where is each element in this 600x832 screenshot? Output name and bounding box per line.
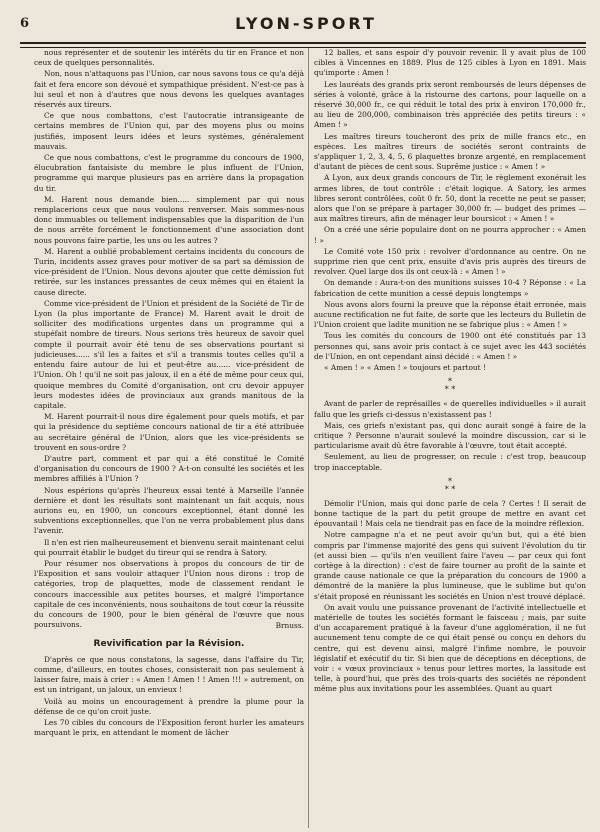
paragraph: Il n'en est rien malheureusement et bienvenu serait maintenant celui qui pourrait établir le budget du tireur qui se rendra à Satory. xyxy=(34,537,304,557)
article-signature: Brnuss. xyxy=(275,621,304,631)
section-separator-stars: * * * xyxy=(444,476,456,494)
paragraph: On a créé une série populaire dont on ne pourra approcher : « Amen ! » xyxy=(314,225,586,245)
paragraph: Ce que nous combattons, c'est le programme du concours de 1900, élucubration fantaisiste du membre le plus influent de l'Union, programme qui marque plusieurs pas en arrière dans la propagation du tir. xyxy=(34,153,304,193)
paragraph: Nous avons alors fourni la preuve que la réponse était erronée, mais aucune rectification ne fut faite, de sorte que les lecteurs du Bulletin de l'Union croient que ladite munition ne se fabrique plus : « Amen ! » xyxy=(314,299,586,330)
page-number: 6 xyxy=(20,16,30,31)
paragraph: Mais, ces griefs n'existant pas, qui donc aurait songé à faire de la critique ? Personne n'aurait soulevé la moindre discussion, car si le particularisme avait dû être favorable à l'œuvre, tout était accepté. xyxy=(314,420,586,451)
paragraph: Avant de parler de représailles « de querelles individuelles » il aurait fallu que les griefs ci-dessus n'existassent pas ! xyxy=(314,399,586,419)
right-column xyxy=(314,48,586,828)
section-separator-stars: * * * xyxy=(444,377,456,395)
paragraph: Pour résumer nos observations à propos du concours de tir de l'Exposition et sans vouloir attaquer l'Union nous dirons : trop de catégories, trop de plaquettes, mode de classement rendant le concours inaccessible aux petites bourses, et malgré l'importance capitale de ces inconvénients, nous souhaitons de tout cœur la réussite du concours de 1900, pour le bien général de l'œuvre que nous poursuivons. xyxy=(34,558,304,630)
paragraph: Les maîtres tireurs toucheront des prix de mille francs etc., en espèces. Les maîtres tireurs de sociétés seront contraints de s'appliquer 1, 2, 3, 4, 5, 6 plaquettes bronze argenté, en remplacement d'autant de pièces de cent sous. Suprême justice : « Amen ! » xyxy=(314,131,586,172)
paragraph: Démolir l'Union, mais qui donc parle de cela ? Certes ! Il serait de bonne tactique de la part du petit groupe de mettre en avant cet épouvantail ! Mais cela ne tiendrait pas en face de la moindre réflexion. xyxy=(314,498,586,529)
page-title: LYON-SPORT xyxy=(235,14,377,33)
paragraph: Voilà au moins un encouragement à prendre la plume pour la défense de ce qu'on croit juste. xyxy=(34,696,304,716)
paragraph: nous représenter et de soutenir les intérêts du tir en France et non ceux de quelques personnalités. xyxy=(34,48,304,68)
paragraph: Comme vice-président de l'Union et président de la Société de Tir de Lyon (la plus importante de France) M. Harent avait le droit de solliciter des modifications urgentes dans un programme qui a stupéfait nombre de tireurs. Nous serions très heureux de savoir quel compte il pourrait avoir été tenu de ses observations pourtant si judicieuses...... s'il les a faites et s'il a transmis toutes celles qu'il a entendu faire autour de lui et peut-être au...... vice-président de l'Union. Oh ! qu'il ne soit pas jaloux, il en a été de même pour ceux qui, quoique membres du Comité d'organisation, ont cru devoir appuyer leurs modestes idées de provinciaux aux grands manitous de la capitale. xyxy=(34,298,304,410)
paragraph: On demande : Aura-t-on des munitions suisses 10-4 ? Réponse : « La fabrication de cette munition a cessé depuis longtemps » xyxy=(314,278,586,298)
paragraph: Les lauréats des grands prix seront remboursés de leurs dépenses de séries à volonté, grâce à la ristourne des cartons, pour laquelle on a réservé 30,000 fr., ce qui réduit le total des prix à environ 170,000 fr., au lieu de 200,000, combinaison très appréciée des petits tireurs : « Amen ! » xyxy=(314,79,586,130)
paragraph: Tous les comités du concours de 1900 ont été constitués par 13 personnes qui, sans avoir pris contact à ce sujet avec les 443 sociétés de l'Union, en ont cependant ainsi décidé : « Amen ! » xyxy=(314,331,586,361)
paragraph: Seulement, au lieu de progresser, on recule : c'est trop, beaucoup trop inacceptable. xyxy=(314,452,586,472)
paragraph: Non, nous n'attaquons pas l'Union, car nous savons tous ce qu'a déjà fait et fera encore son dévoué et sympathique président. N'est-ce pas à lui seul et non à d'autres que nous devons les quelques avantages réservés aux tireurs. xyxy=(34,69,304,110)
paragraph: Nous espérions qu'après l'heureux essai tenté à Marseille l'année dernière et dont les résultats sont maintenant un fait acquis, nous aurions eu, en 1900, un concours exceptionnel, étant donné les subventions exceptionnelles, que l'on ne verra probablement plus dans l'avenir. xyxy=(34,485,304,536)
paragraph: Notre campagne n'a et ne peut avoir qu'un but, qui a été bien compris par l'immense majorité des gens qui suivent l'évolution du tir (et aussi bien — qu'ils n'en veuillent faire l'aveu — par ceux qui font cortège à la direction) : c'est de faire tourner au profit de la sainte et grande cause nationale ce que la préparation du concours de 1900 a démontré de la manière la plus lumineuse, que le sublime but qu'on s'était proposé en réunissant les sociétés en Union n'est trouvé déplacé. xyxy=(314,530,586,601)
paragraph: On avait voulu une puissance provenant de l'activité intellectuelle et matérielle de toutes les sociétés formant le faisceau ; mais, par suite d'un accaparement pratiqué à la faveur d'une agglomération, il ne fut aucunement tenu compte de ce qui était pensé ou conçu en dehors du centre, qui est devenu ainsi, malgré l'infime nombre, le pouvoir législatif et exécutif du tir. Si bien que de déceptions en déceptions, de voir : « vœux provinciaux » tenus pour lettres mortes, la lassitude est telle, à pourd'hui, que près des trois-quarts des sociétés ne répondent même plus aux invitations pour les assemblées. Quant au quart xyxy=(314,602,586,694)
left-column xyxy=(34,48,304,828)
paragraph: D'après ce que nous constatons, la sagesse, dans l'affaire du Tir, comme, d'ailleurs, en toutes choses, consisterait non pas seulement à laisser faire, mais à crier : « Amen ! Amen ! ! Amen !!! » autrement, on est un intrigant, un jaloux, un envieux ! xyxy=(34,654,304,695)
paragraph: « Amen ! » « Amen ! » toujours et partout ! xyxy=(324,363,486,373)
paragraph: Le Comité vote 150 prix : revolver d'ordonnance au centre. On ne supprime rien que cent prix, ensuite d'avis pris auprès des tireurs de revolver. Quel large dos ils ont ceux-là : « Amen ! » xyxy=(314,246,586,277)
paragraph: M. Harent pourrait-il nous dire également pour quels motifs, et par qui la présidence du septième concours national de tir a été attribuée au secrétaire général de l'Union, alors que les vice-présidents se trouvent en sous-ordre ? xyxy=(34,412,304,452)
paragraph: D'autre part, comment et par qui a été constitué le Comité d'organisation du concours de 1900 ? A-t-on consulté les sociétés et les membres affiliés à l'Union ? xyxy=(34,453,304,484)
section-heading: Revivification par la Révision. xyxy=(93,638,245,649)
page-header xyxy=(20,14,592,38)
paragraph: M. Harent a oublié probablement certains incidents du concours de Turin, incidents assez graves pour motiver de sa part sa démission de vice-président de l'Union. Nous devons ajouter que cette démission fut retirée, sur les instances pressantes de ceux mêmes qui en étaient la cause directe. xyxy=(34,246,304,297)
paragraph: M. Harent nous demande bien..... simplement par qui nous remplacerions ceux que nous voulons renverser. Mais sommes-nous donc immuables ou tellement indispensables que la disparition de l'un de nous arrête forcément le fonctionnement d'une association dont nous pouvons faire partie, les uns ou les autres ? xyxy=(34,194,304,245)
paragraph: Ce que nous combattons, c'est l'autocratie intransigeante de certains membres de l'Union qui, par des moyens plus ou moins justifiés, imposent leurs idées et leurs systèmes, généralement mauvais. xyxy=(34,111,304,151)
paragraph: Les 70 cibles du concours de l'Exposition feront hurler les amateurs marquant le prix, en attendant le moment de lâcher xyxy=(34,718,304,738)
paragraph: A Lyon, aux deux grands concours de Tir, le règlement exonérait les armes libres, de tout contrôle : c'était logique. A Satory, les armes libres seront contrôlées, coût 0 fr. 50, dont la recette ne peut se passer, alors que l'on se prépare à partager 30,000 fr. — budget des primes — aux maîtres tireurs, afin de ménager leur boursicot : « Amen ! » xyxy=(314,173,586,224)
column-divider xyxy=(308,48,309,828)
paragraph: 12 balles, et sans espoir d'y pouvoir revenir. Il y avait plus de 100 cibles à Vincennes en 1889. Plus de 125 cibles à Lyon en 1891. Mais qu'importe : Amen ! xyxy=(314,48,586,78)
